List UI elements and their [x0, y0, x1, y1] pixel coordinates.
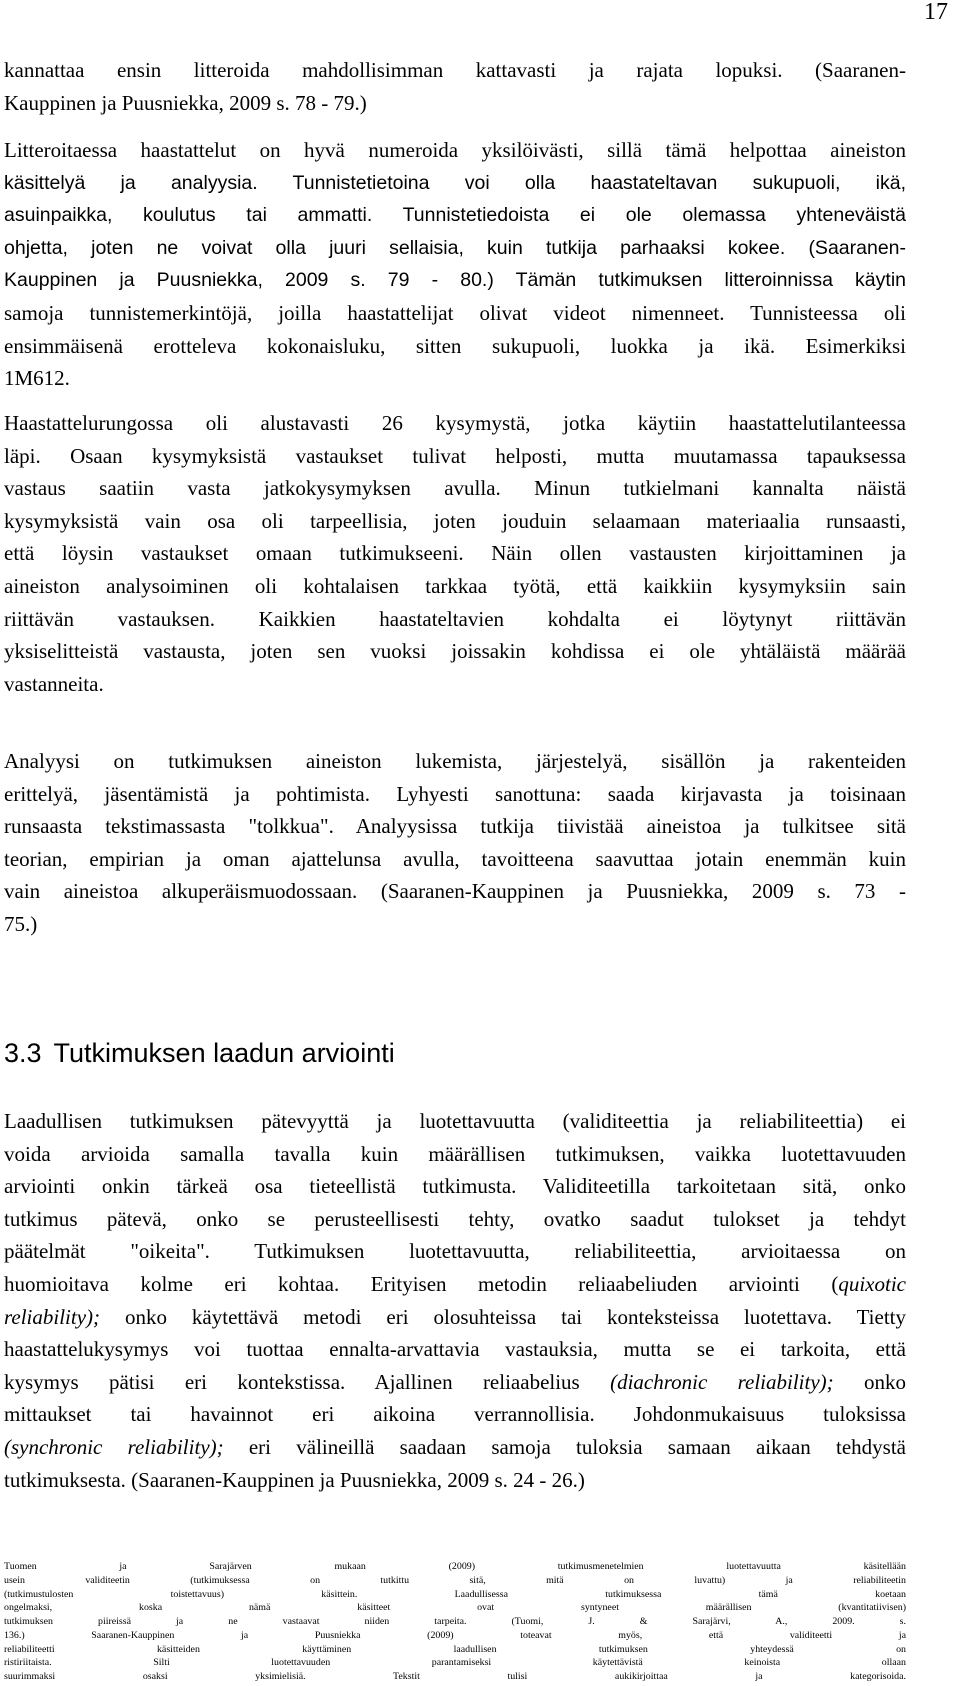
paragraph-interview-frame: [4, 407, 906, 700]
section-title: Tutkimuksen laadun arviointi: [53, 1038, 395, 1068]
text-line: vain aineistoa alkuperäismuodossaan. (Saaranen-Kauppinen ja Puusniekka, 2009 s. 73 -: [4, 879, 906, 904]
text-line: Kauppinen ja Puusniekka, 2009 s. 78 - 79.): [4, 90, 367, 115]
text-line: mittaukset tai havainnot eri aikoina verrannollisia. Johdonmukaisuus tuloksissa: [4, 1402, 906, 1427]
text-line: voida arvioida samalla tavalla kuin määrällisen tutkimuksen, vaikka luotettavuuden: [4, 1141, 906, 1166]
text-line: yksiselitteistä vastausta, joten sen vuoksi joissakin kohdissa ei ole yhtäläistä määrää: [4, 639, 906, 664]
text-line: (tutkimustulosten toistettavuus) käsittein. Laadullisessa tutkimuksessa tämä koetaan: [4, 1588, 906, 1600]
text-line: tutkimus pätevä, onko se perusteellisesti tehty, ovatko saadut tulokset ja tehdyt: [4, 1206, 906, 1231]
text-line: huomioitava kolme eri kohtaa. Erityisen metodin reliaabeliuden arviointi (quixotic: [4, 1271, 906, 1296]
text-line: tutkimuksesta. (Saaranen-Kauppinen ja Puusniekka, 2009 s. 24 - 26.): [4, 1467, 585, 1492]
text-line: Haastattelurungossa oli alustavasti 26 kysymystä, jotka käytiin haastattelutilanteessa: [4, 411, 906, 435]
paragraph-identifiers: [4, 134, 906, 395]
text-line: 1M612.: [4, 366, 70, 391]
section-heading: [4, 1036, 395, 1070]
text-line: vastanneita.: [4, 671, 104, 696]
text-line: usein validiteetin (tutkimuksessa on tutkittu sitä, mitä on luvattu) ja reliabiliteetin: [4, 1574, 906, 1586]
text-line: samoja tunnistemerkintöjä, joilla haastattelijat olivat videot nimenneet. Tunnisteessa oli: [4, 300, 906, 325]
text-line: kysymyksistä vain osa oli tarpeellisia, joten jouduin selaamaan materiaalia runsaasti,: [4, 508, 906, 533]
section-number: 3.3: [4, 1038, 42, 1068]
text-line: Tuomen ja Sarajärven mukaan (2009) tutkimusmenetelmien luotettavuutta käsitellään: [4, 1561, 906, 1572]
text-line: läpi. Osaan kysymyksistä vastaukset tulivat helposti, mutta muutamassa tapauksessa: [4, 443, 906, 468]
paragraph-transcription-intro: [4, 54, 906, 119]
text-line: teorian, empirian ja oman ajattelunsa avulla, tavoitteena saavuttaa jotain enemmän kuin: [4, 846, 906, 871]
text-line: päätelmät "oikeita". Tutkimuksen luotettavuutta, reliabiliteettia, arvioitaessa on: [4, 1239, 906, 1264]
text-line: arviointi onkin tärkeä osa tieteellistä tutkimusta. Validiteetilla tarkoitetaan sitä, onko: [4, 1174, 906, 1199]
text-line: Laadullisen tutkimuksen pätevyyttä ja luotettavuutta (validiteettia ja reliabiliteettia) ei: [4, 1109, 906, 1133]
text-line: ensimmäisenä erotteleva kokonaisluku, sitten sukupuoli, luokka ja ikä. Esimerkiksi: [4, 333, 906, 358]
text-line: asuinpaikka, koulutus tai ammatti. Tunnistetiedoista ei ole olemassa yhteneväistä: [4, 204, 906, 227]
paragraph-tuomi-sarajarvi: [4, 1560, 906, 1684]
text-line: Litteroitaessa haastattelut on hyvä numeroida yksilöivästi, sillä tämä helpottaa aineiston: [4, 138, 906, 162]
text-line: tutkimuksen piireissä ja ne vastaavat niiden tarpeita. (Tuomi, J. & Sarajärvi, A., 2009. s.: [4, 1616, 906, 1628]
text-line: reliability); onko käytettävä metodi eri olosuhteissa tai konteksteissa luotettava. Tietty: [4, 1304, 906, 1329]
text-line: 136.) Saaranen-Kauppinen ja Puusniekka (2009) toteavat myös, että validiteetti ja: [4, 1629, 906, 1641]
text-line: ohjetta, joten ne voivat olla juuri sellaisia, kuin tutkija parhaaksi kokee. (Saaranen-: [4, 236, 906, 259]
text-line: ongelmaksi, koska nämä käsitteet ovat syntyneet määrällisen (kvantitatiivisen): [4, 1602, 906, 1614]
text-line: käsittelyä ja analyysia. Tunnistetietoina voi olla haastateltavan sukupuoli, ikä,: [4, 171, 906, 194]
text-line: (synchronic reliability); eri välineillä saadaan samoja tuloksia samaan aikaan tehdystä: [4, 1434, 906, 1459]
page-number: 17: [924, 0, 948, 25]
text-line: runsaasta tekstimassasta "tolkkua". Analyysissa tutkija tiivistää aineistoa ja tulkitsee sitä: [4, 814, 906, 839]
text-line: 75.): [4, 911, 38, 936]
text-line: suurimmaksi osaksi yksimielisiä. Tekstit tulisi aukikirjoittaa ja kategorisoida.: [4, 1671, 906, 1683]
text-line: aineiston analysoiminen oli kohtalaisen tarkkaa työtä, että kaikkiin kysymyksiin sain: [4, 573, 906, 598]
text-line: erittelyä, jäsentämistä ja pohtimista. Lyhyesti sanottuna: saada kirjavasta ja toisinaan: [4, 781, 906, 806]
text-line: reliabiliteetti käsitteiden käyttäminen laadullisen tutkimuksen yhteydessä on: [4, 1643, 906, 1655]
text-line: että löysin vastaukset omaan tutkimukseeni. Näin ollen vastausten kirjoittaminen ja: [4, 541, 906, 566]
paragraph-analysis: [4, 745, 906, 941]
text-line: kysymys pätisi eri kontekstissa. Ajallinen reliaabelius (diachronic reliability); onko: [4, 1369, 906, 1394]
text-line: riittävän vastauksen. Kaikkien haastateltavien kohdalta ei löytynyt riittävän: [4, 606, 906, 631]
text-line: Kauppinen ja Puusniekka, 2009 s. 79 - 80.) Tämän tutkimuksen litteroinnissa käytin: [4, 269, 906, 292]
text-line: ristiriitaista. Silti luotettavuuden parantamiseksi käytettävistä keinoista ollaan: [4, 1657, 906, 1669]
text-line: kannattaa ensin litteroida mahdollisimman kattavasti ja rajata lopuksi. (Saaranen-: [4, 58, 906, 82]
text-line: Analyysi on tutkimuksen aineiston lukemista, järjestelyä, sisällön ja rakenteiden: [4, 749, 906, 773]
text-line: haastattelukysymys voi tuottaa ennalta-arvattavia vastauksia, mutta se ei tarkoita, että: [4, 1337, 906, 1362]
paragraph-validity-reliability: [4, 1105, 906, 1496]
text-line: vastaus saatiin vasta jatkokysymyksen avulla. Minun tutkielmani kannalta näistä: [4, 476, 906, 501]
